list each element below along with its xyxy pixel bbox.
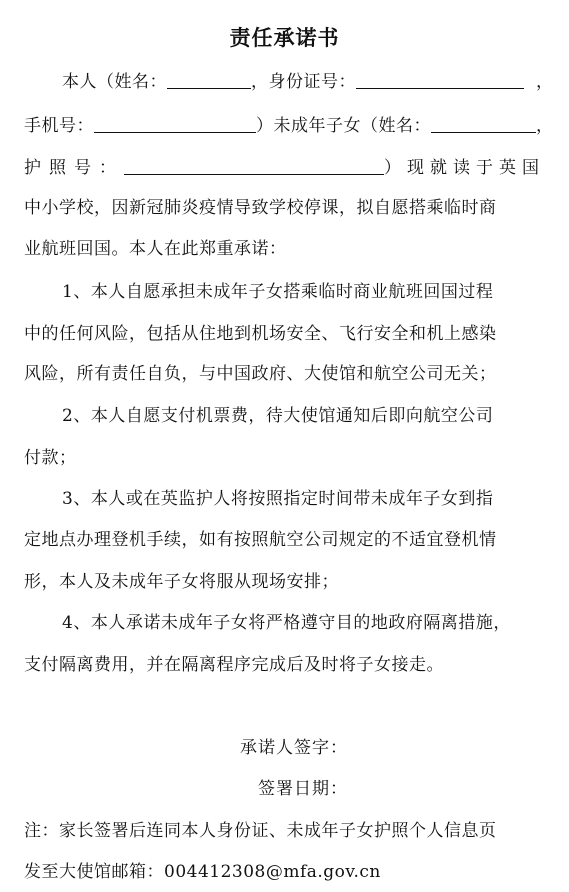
signer-signature-label: 承诺人签字：	[240, 738, 348, 758]
intro-line-5: 业航班回国。本人在此郑重承诺：	[24, 239, 287, 259]
clause-1-line-3: 风险，所有责任自负，与中国政府、大使馆和航空公司无关；	[24, 364, 497, 384]
intro-line-2: 手机号： ）未成年子女（姓名： ，	[24, 116, 554, 136]
phone-label: 手机号：	[24, 116, 94, 136]
passport-blank[interactable]	[124, 158, 384, 175]
child-name-blank[interactable]	[431, 116, 536, 133]
clause-3-line-3: 形，本人及未成年子女将服从现场安排；	[24, 572, 339, 592]
name-label: 本人（姓名：	[62, 72, 167, 92]
clause-2-line-2: 付款；	[24, 448, 77, 468]
clause-3-line-1: 3、本人或在英监护人将按照指定时间带未成年子女到指	[62, 489, 494, 509]
child-name-label: ）未成年子女（姓名：	[256, 116, 431, 136]
document-title: 责任承诺书	[229, 25, 340, 50]
intro-line-1: 本人（姓名： ，身份证号： ，	[62, 72, 554, 92]
clause-2-line-1: 2、本人自愿支付机票费，待大使馆通知后即向航空公司	[62, 406, 494, 426]
note-line-1: 注：家长签署后连同本人身份证、未成年子女护照个人信息页	[24, 821, 497, 841]
clause-1-line-1: 1、本人自愿承担未成年子女搭乘临时商业航班回国过程	[62, 282, 494, 302]
intro-line-3: 护照号： ）现就读于英国	[24, 158, 545, 178]
signing-date-label: 签署日期：	[258, 779, 348, 799]
note-line-2: 发至大使馆邮箱：004412308@mfa.gov.cn	[24, 862, 381, 882]
id-number-label: ，身份证号：	[251, 72, 356, 92]
clause-4-line-1: 4、本人承诺未成年子女将严格遵守目的地政府隔离措施，	[62, 613, 511, 633]
intro-line-4: 中小学校，因新冠肺炎疫情导致学校停课，拟自愿搭乘临时商	[24, 198, 497, 218]
clause-3-line-2: 定地点办理登机手续，如有按照航空公司规定的不适宜登机情	[24, 530, 497, 550]
passport-label: 护照号：	[24, 158, 124, 178]
phone-blank[interactable]	[94, 116, 256, 133]
clause-4-line-2: 支付隔离费用，并在隔离程序完成后及时将子女接走。	[24, 655, 444, 675]
parent-name-blank[interactable]	[167, 72, 251, 89]
id-number-blank[interactable]	[356, 72, 524, 89]
clause-1-line-2: 中的任何风险，包括从住地到机场安全、飞行安全和机上感染	[24, 324, 497, 344]
